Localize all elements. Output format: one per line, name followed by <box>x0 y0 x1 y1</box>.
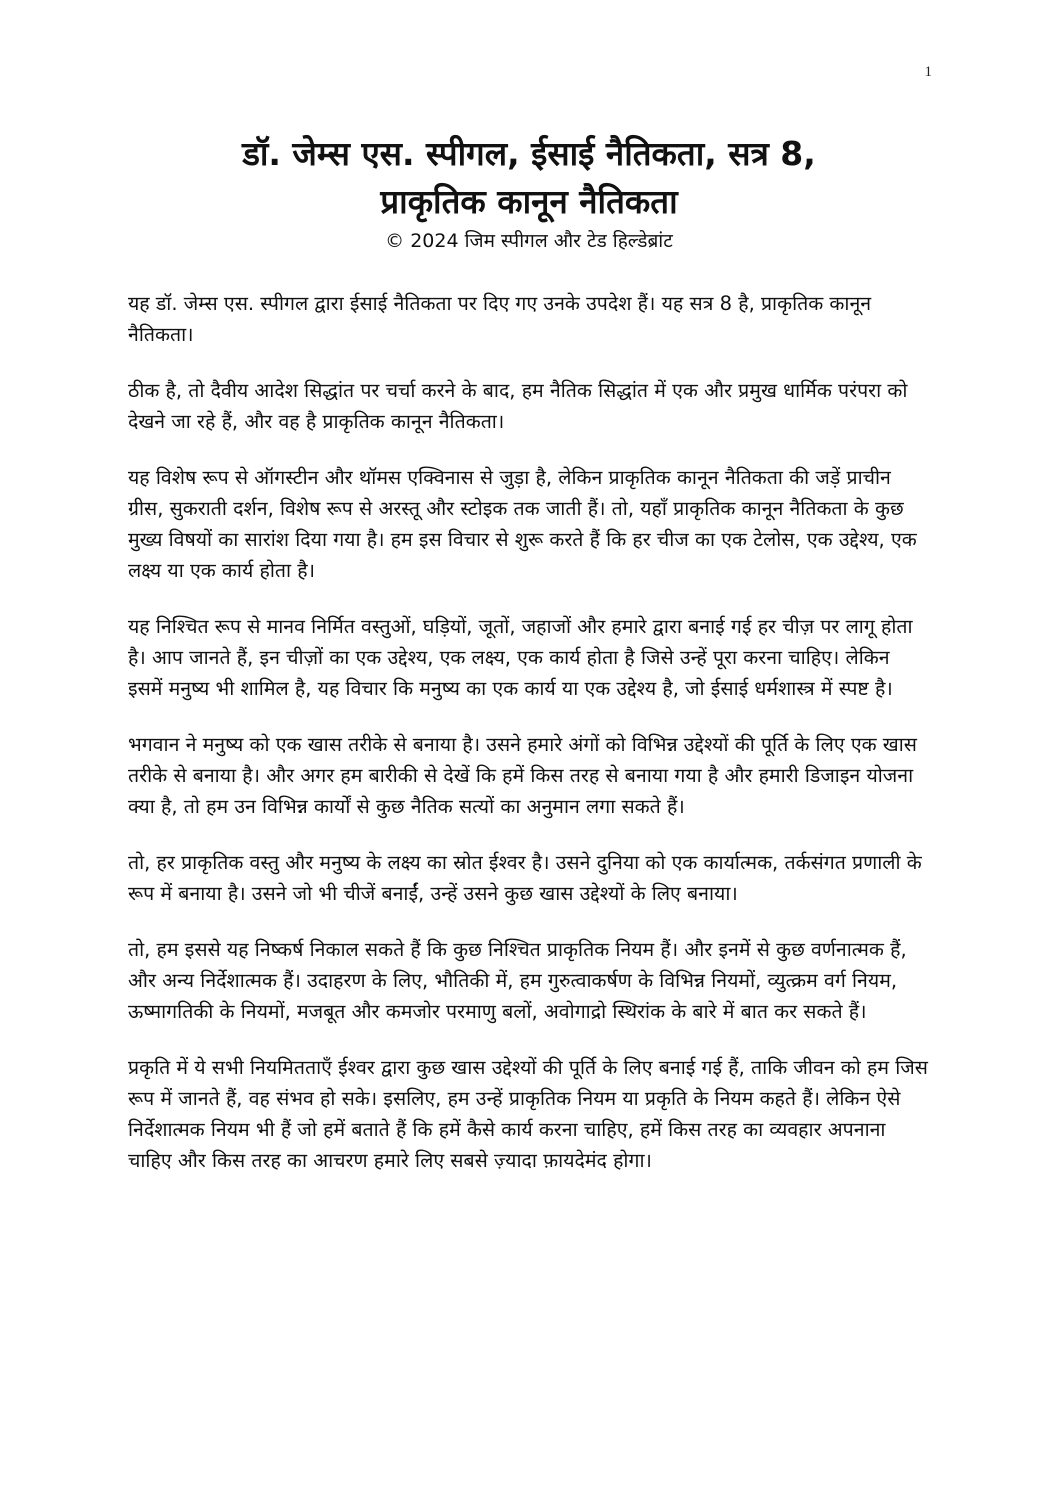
page-number: 1 <box>924 64 932 80</box>
paragraph-1: यह डॉ. जेम्स एस. स्पीगल द्वारा ईसाई नैतिकता पर दिए गए उनके उपदेश हैं। यह सत्र 8 है, प्राकृतिक कानून नैतिकता। <box>128 292 872 346</box>
paragraph-3: यह विशेष रूप से ऑगस्टीन और थॉमस एक्विनास से जुड़ा है, लेकिन प्राकृतिक कानून नैतिकता की जड़ें प्राचीन ग्रीस, सुकराती दर्शन, विशेष रूप से अरस्तू और स्टोइक तक जाती हैं। तो, यहाँ प्राकृतिक कानून नैतिकता के कुछ मुख्य विषयों का सारांश दिया गया है। हम इस विचार से शुरू करते हैं कि हर चीज का एक टेलोस, एक उद्देश्य, एक लक्ष्य या एक कार्य होता है। <box>128 466 917 582</box>
paragraph-2: ठीक है, तो दैवीय आदेश सिद्धांत पर चर्चा करने के बाद, हम नैतिक सिद्धांत में एक और प्रमुख धार्मिक परंपरा को देखने जा रहे हैं, और वह है प्राकृतिक कानून नैतिकता। <box>128 379 908 433</box>
paragraph-4: यह निश्चित रूप से मानव निर्मित वस्तुओं, घड़ियों, जूतों, जहाजों और हमारे द्वारा बनाई गई हर चीज़ पर लागू होता है। आप जानते हैं, इन चीज़ों का एक उद्देश्य, एक लक्ष्य, एक कार्य होता है जिसे उन्हें पूरा करना चाहिए। लेकिन इसमें मनुष्य भी शामिल है, यह विचार कि मनुष्य का एक कार्य या एक उद्देश्य है, जो ईसाई धर्मशास्त्र में स्पष्ट है। <box>128 615 913 700</box>
paragraph-7: तो, हम इससे यह निष्कर्ष निकाल सकते हैं कि कुछ निश्चित प्राकृतिक नियम हैं। और इनमें से कुछ वर्णनात्मक हैं, और अन्य निर्देशात्मक हैं। उदाहरण के लिए, भौतिकी में, हम गुरुत्वाकर्षण के विभिन्न नियमों, व्युत्क्रम वर्ग नियम, ऊष्मागतिकी के नियमों, मजबूत और कमजोर परमाणु बलों, अवोगाद्रो स्थिरांक के बारे में बात कर सकते हैं। <box>128 938 907 1023</box>
title-line-2: प्राकृतिक कानून नैतिकता <box>380 182 678 221</box>
document-body <box>128 288 928 1201</box>
title-block <box>120 130 938 254</box>
title-line-1: डॉ. जेम्स एस. स्पीगल, ईसाई नैतिकता, सत्र 8, <box>242 134 816 173</box>
paragraph-8: प्रकृति में ये सभी नियमितताएँ ईश्वर द्वारा कुछ खास उद्देश्यों की पूर्ति के लिए बनाई गई हैं, ताकि जीवन को हम जिस रूप में जानते हैं, वह संभव हो सके। इसलिए, हम उन्हें प्राकृतिक नियम या प्रकृति के नियम कहते हैं। लेकिन ऐसे निर्देशात्मक नियम भी हैं जो हमें बताते हैं कि हमें कैसे कार्य करना चाहिए, हमें किस तरह का व्यवहार अपनाना चाहिए और किस तरह का आचरण हमारे लिए सबसे ज़्यादा फ़ायदेमंद होगा। <box>128 1056 928 1172</box>
paragraph-6: तो, हर प्राकृतिक वस्तु और मनुष्य के लक्ष्य का स्रोत ईश्वर है। उसने दुनिया को एक कार्यात्मक, तर्कसंगत प्रणाली के रूप में बनाया है। उसने जो भी चीजें बनाईं, उन्हें उसने कुछ खास उद्देश्यों के लिए बनाया। <box>128 851 922 905</box>
paragraph-5: भगवान ने मनुष्य को एक खास तरीके से बनाया है। उसने हमारे अंगों को विभिन्न उद्देश्यों की पूर्ति के लिए एक खास तरीके से बनाया है। और अगर हम बारीकी से देखें कि हमें किस तरह से बनाया गया है और हमारी डिजाइन योजना क्या है, तो हम उन विभिन्न कार्यों से कुछ नैतिक सत्यों का अनुमान लगा सकते हैं। <box>128 733 917 818</box>
copyright-notice: © 2024 जिम स्पीगल और टेड हिल्डेब्रांट <box>385 230 673 252</box>
page-title <box>120 130 938 226</box>
